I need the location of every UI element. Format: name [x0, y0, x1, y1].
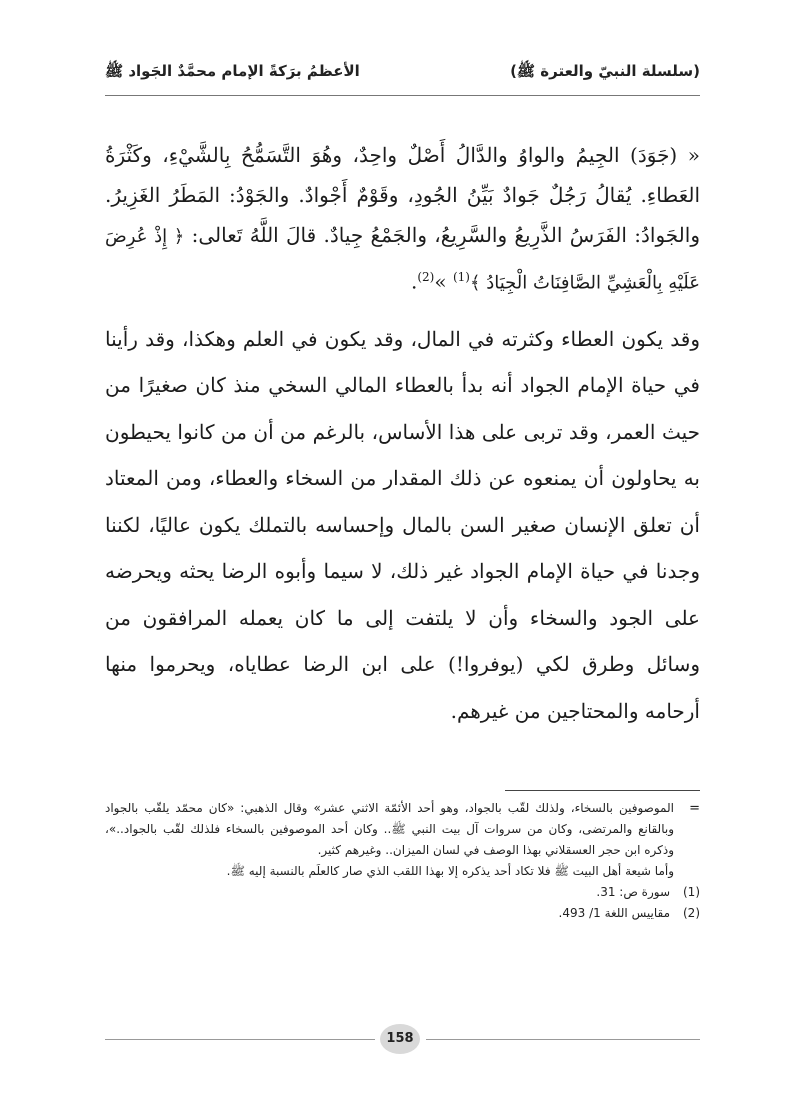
footnote-item: [105, 882, 700, 903]
header-divider: [105, 95, 700, 96]
footnote-number: (1): [682, 885, 700, 899]
book-title: الأعظمُ برَكةً الإمام محمَّدٌ الجَواد ﷺ: [105, 62, 360, 80]
footnote-continuation-text-2: وأما شيعة أهل البيت ﷺ فلا تكاد أحد يذكره إلا بهذا اللقب الذي صار كالعلَم بالنسبة إليه ﷺ.: [226, 864, 674, 878]
footnote-continuation: [105, 798, 700, 882]
footnote-text: سورة ص: 31.: [596, 885, 670, 899]
quote-end-period: .: [410, 269, 418, 294]
continuation-mark: =: [689, 801, 700, 816]
page-number: 158: [380, 1024, 420, 1054]
quran-verse: ﴿ إِذْ عُرِضَ عَلَيْهِ بِالْعَشِيِّ الصَّافِنَاتُ الْجِيَادُ ﴾: [105, 226, 700, 294]
footnote-text: مقاييس اللغة 1/ 493.: [558, 906, 670, 920]
series-title: (سلسلة النبيّ والعترة ﷺ): [510, 62, 700, 80]
quote-text: (جَوَدَ) الجِيمُ والواوُ والدَّالُ أَصْلٌ واحِدٌ، وهُوَ التَّسَمُّحُ بِالشَّيْءِ، وكَثْرَةُ العَطاءِ. يُقالُ رَجُلٌ جَوادٌ بَيِّنُ الجُودِ، وقَوْمٌ أَجْوادٌ. والجَوْدُ: المَطَرُ الغَزِيرُ. والجَوادُ: الفَرَسُ الذَّرِيعُ والسَّرِيعُ، والجَمْعُ جِيادٌ. قالَ اللَّهُ تَعالى:: [105, 143, 700, 247]
quote-open-mark: «: [677, 143, 700, 167]
running-header: [105, 58, 700, 88]
footnotes: [105, 798, 700, 924]
footnote-ref-2: (2): [417, 270, 435, 284]
main-text: [105, 135, 700, 734]
footnote-item: [105, 903, 700, 924]
footnote-continuation-text: الموصوفين بالسخاء، ولذلك لقّب بالجواد، وهو أحد الأئمّة الاثني عشر» وقال الذهبي: «كان محمّد يلقّب بالجواد وبالقانع والمرتضى، وكان من سروات آل بيت النبي ﷺ.. وكان أحد الموصوفين بالسخاء فلذلك لقّب بالجواد..»، وذكره ابن حجر العسقلاني بهذا الوصف في لسان الميزان.. وغيرهم كثير.: [105, 801, 674, 857]
footnote-number: (2): [682, 906, 700, 920]
footnote-divider: [505, 790, 700, 791]
page-number-line-right: [426, 1039, 700, 1040]
footnote-ref-1: (1): [452, 270, 470, 284]
quote-close-mark: »: [434, 269, 453, 294]
body-paragraph: وقد يكون العطاء وكثرته في المال، وقد يكون في العلم وهكذا، وقد رأينا في حياة الإمام الجواد أنه بدأ بالعطاء المالي السخي منذ كان صغيرًا من حيث العمر، وقد تربى على هذا الأساس، بالرغم من أن من كانوا يحيطون به يحاولون أن يمنعوه عن ذلك المقدار من السخاء والعطاء، ومن المعتاد أن تعلق الإنسان صغير السن بالمال وإحساسه بالتملك يكون عاليًا، لكننا وجدنا في حياة الإمام الجواد غير ذلك، لا سيما وأبوه الرضا يحثه ويحرضه على الجود والسخاء وأن لا يلتفت إلى ما كان يعمله المرافقون من وسائل وطرق لكي (يوفروا!) على ابن الرضا عطاياه، ويحرموا منها أرحامه والمحتاجين من غيرهم.: [105, 326, 700, 723]
page-number-line-left: [105, 1039, 375, 1040]
dictionary-quote: [105, 135, 700, 304]
